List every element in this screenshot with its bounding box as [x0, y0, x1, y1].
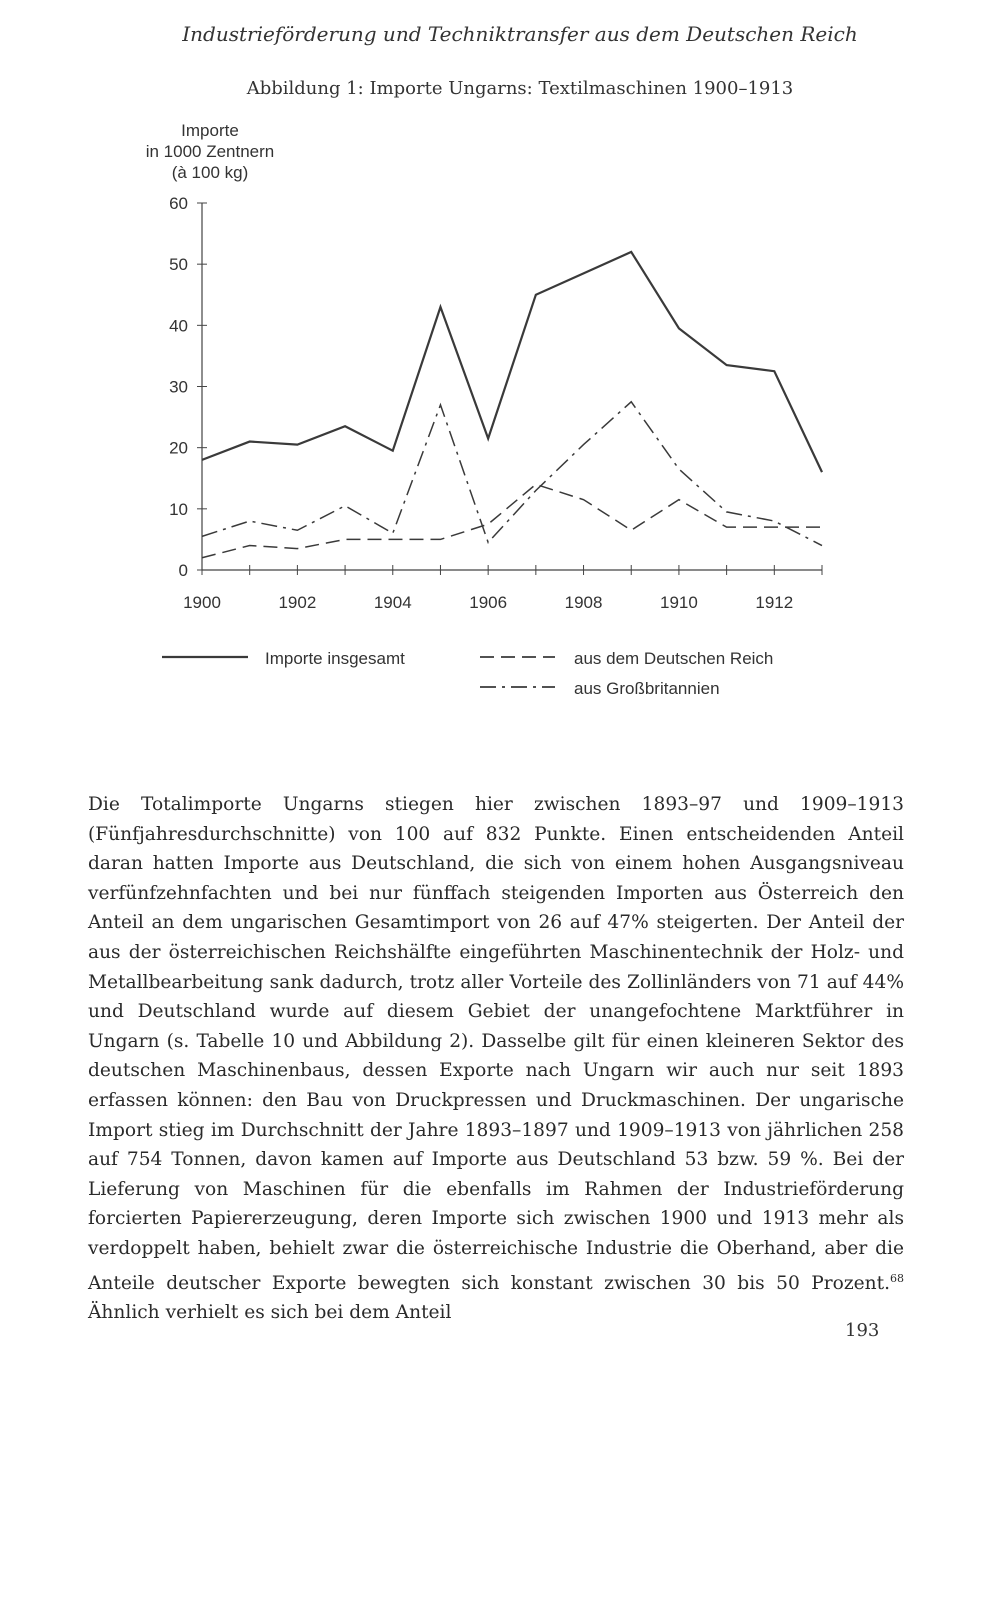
chart-legend — [162, 649, 773, 698]
chart-axes — [169, 195, 822, 612]
y-tick-label: 20 — [169, 438, 188, 458]
x-tick-label: 1908 — [564, 593, 603, 612]
body-paragraph — [88, 790, 904, 1328]
y-tick-label: 30 — [169, 377, 188, 397]
y-axis-label-line: in 1000 Zentnern — [145, 142, 275, 161]
y-tick-label: 0 — [178, 561, 188, 580]
body-text-continued: Ähnlich verhielt es sich bei dem Anteil — [88, 1302, 452, 1324]
x-tick-label: 1902 — [278, 593, 317, 612]
legend-label-3: aus Großbritannien — [574, 679, 720, 698]
page-number: 193 — [845, 1320, 880, 1341]
series-line-1 — [202, 252, 822, 472]
y-tick-label: 50 — [169, 255, 188, 275]
footnote-reference: 68 — [890, 1271, 904, 1285]
y-axis-label-line: (à 100 kg) — [171, 163, 249, 182]
x-tick-label: 1910 — [660, 593, 698, 612]
y-tick-label: 60 — [169, 195, 188, 213]
x-tick-label: 1912 — [755, 593, 794, 612]
line-chart — [160, 195, 880, 715]
series-line-2 — [202, 484, 822, 557]
x-tick-label: 1904 — [373, 593, 412, 612]
body-text: Die Totalimporte Ungarns stiegen hier zwischen 1893–97 und 1909–1913 (Fünfjahresdurchschnitte) von 100 auf 832 Punkte. Einen entscheidenden Anteil daran hatten Importe aus Deutschland, die sich von einem hohen Ausgangsniveau verfünfzehnfachten und bei nur fünffach steigenden Importen aus Österreich den Anteil an dem ungarischen Gesamtimport von 26 auf 47% steigerten. Der Anteil der aus der österreichischen Reichshälfte eingeführten Maschinentechnik der Holz- und Metallbearbeitung sank dadurch, trotz aller Vorteile des Zollinländers von 71 auf 44% und Deutschland wurde auf diesem Gebiet der unangefochtene Marktführer in Ungarn (s. Tabelle 10 und Abbildung 2). Dasselbe gilt für einen kleineren Sektor des deutschen Maschinenbaus, dessen Exporte nach Ungarn wir auch nur seit 1893 erfassen können: den Bau von Druckpressen und Druckmaschinen. Der ungarische Import stieg im Durchschnitt der Jahre 1893–1897 und 1909–1913 von jährlichen 258 auf 754 Tonnen, davon kamen auf Importe aus Deutschland 53 bzw. 59 %. Bei der Lieferung von Maschinen für die ebenfalls im Rahmen der Industrieförderung forcierten Papiererzeugung, deren Importe sich zwischen 1900 und 1913 mehr als verdoppelt haben, behielt zwar die österreichische Industrie die Oberhand, aber die Anteile deutscher Exporte bewegten sich konstant zwischen 30 bis 50 Prozent. — [88, 794, 904, 1294]
series-line-3 — [202, 402, 822, 546]
x-tick-label: 1906 — [469, 593, 508, 612]
legend-label-2: aus dem Deutschen Reich — [574, 649, 774, 668]
figure-caption: Abbildung 1: Importe Ungarns: Textilmaschinen 1900–1913 — [246, 78, 794, 99]
y-axis-label-line: Importe — [181, 121, 239, 140]
y-tick-label: 40 — [169, 316, 188, 336]
y-tick-label: 10 — [169, 499, 188, 519]
x-tick-label: 1900 — [183, 593, 221, 612]
chart-series — [202, 252, 822, 558]
running-head: Industrieförderung und Techniktransfer aus dem Deutschen Reich — [182, 22, 858, 46]
legend-label-1: Importe insgesamt — [265, 649, 405, 668]
y-axis-label — [140, 120, 280, 183]
